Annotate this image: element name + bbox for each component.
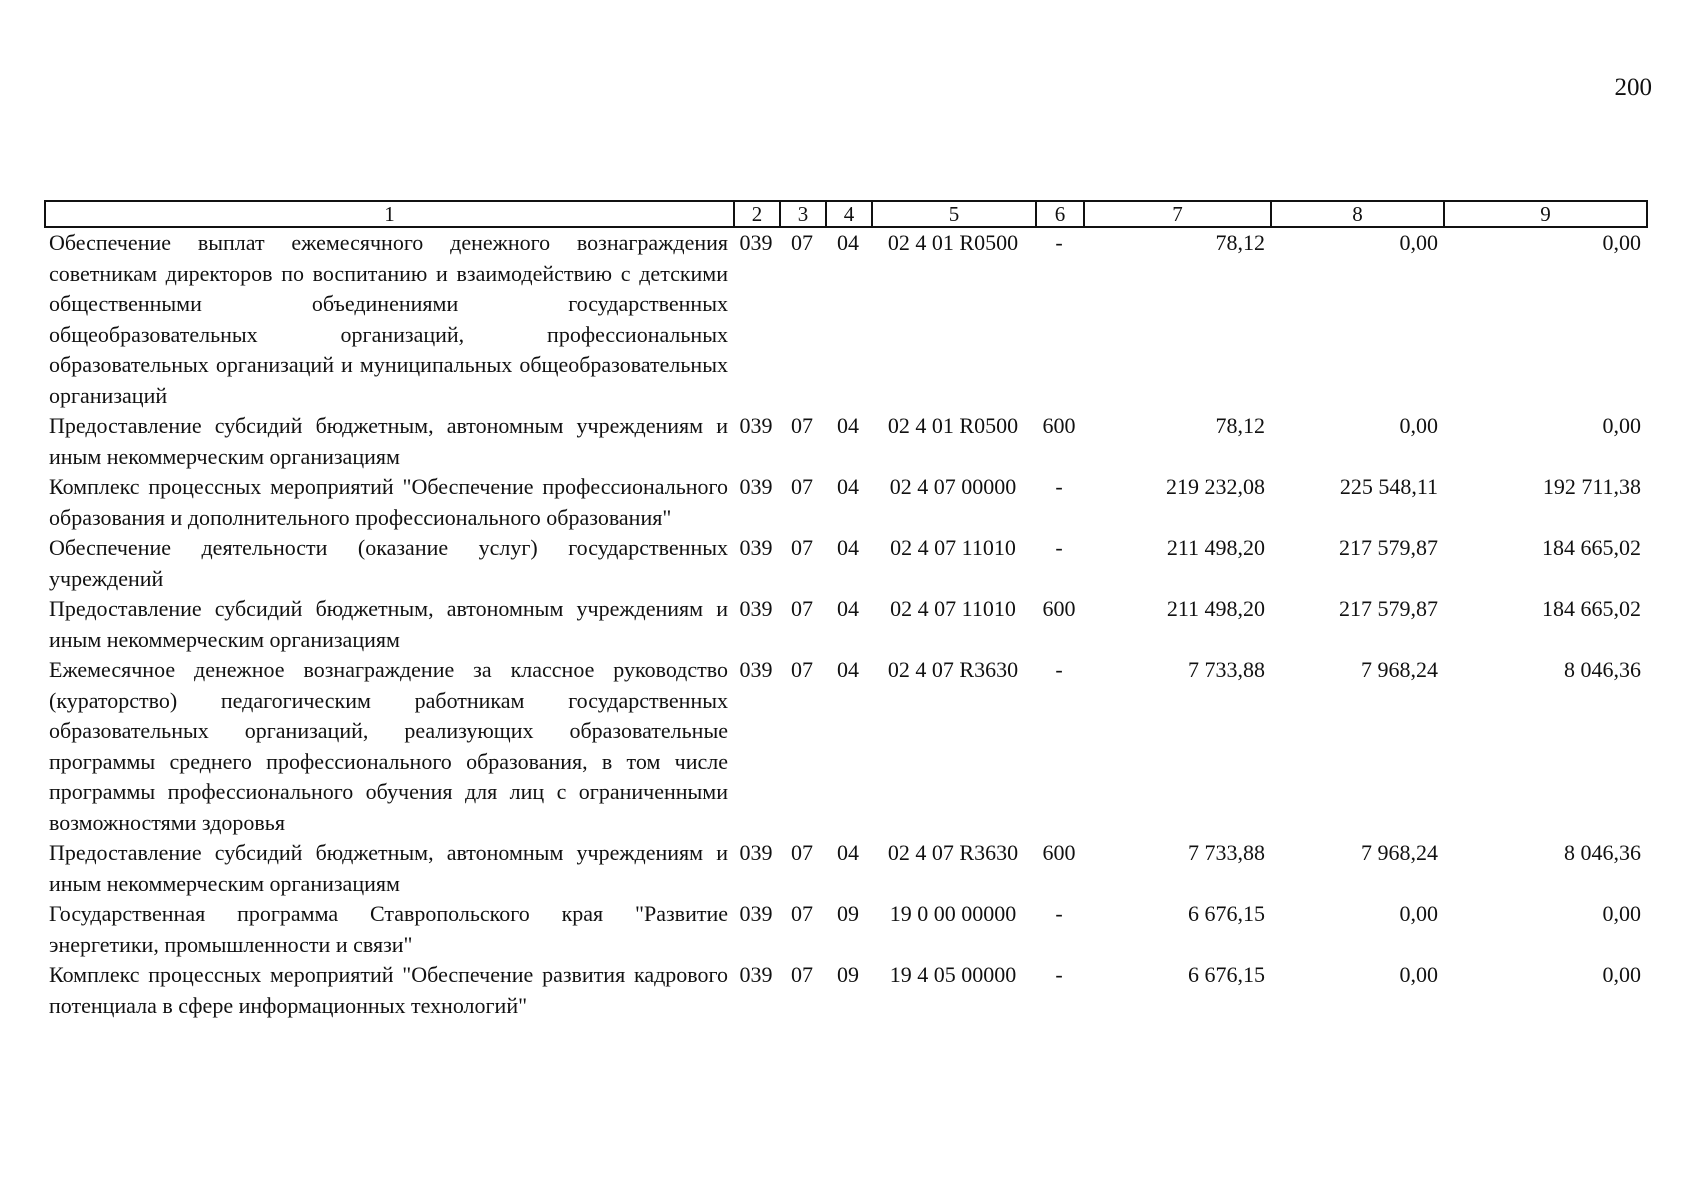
row-description: Ежемесячное денежное вознаграждение за классное руководство (кураторство) педагогическим работникам государственных образовательных организаций, реализующих образовательные программы среднего профессионального образования, в том числе программы профессионального обучения для лиц с ограниченными возможностями здоровья <box>49 657 728 835</box>
amount-col-8: 217 579,87 <box>1339 596 1438 621</box>
ministry-code: 039 <box>739 657 773 682</box>
target-article-code: 02 4 07 R3630 <box>887 657 1019 682</box>
amount-col-7: 6 676,15 <box>1188 962 1265 987</box>
expense-type-code: - <box>1055 962 1063 987</box>
column-header-7: 7 <box>1084 201 1271 227</box>
target-article-code: 19 0 00 00000 <box>889 901 1017 926</box>
row-description: Обеспечение выплат ежемесячного денежного вознаграждения советникам директоров по воспитанию и взаимодействию с детскими общественными объединениями государственных общеобразовательных организаций, профессиональных образовательных организаций и муниципальных общеобразовательных организаций <box>49 230 728 408</box>
section-code: 07 <box>791 840 813 865</box>
section-code: 07 <box>791 962 813 987</box>
amount-col-9: 8 046,36 <box>1564 840 1641 865</box>
amount-col-9: 184 665,02 <box>1542 535 1641 560</box>
row-description: Комплекс процессных мероприятий "Обеспечение развития кадрового потенциала в сфере информационных технологий" <box>49 962 728 1018</box>
subsection-code: 04 <box>837 230 859 255</box>
column-header-3: 3 <box>780 201 826 227</box>
target-article-code: 02 4 07 R3630 <box>887 840 1019 865</box>
section-code: 07 <box>791 901 813 926</box>
amount-col-7: 78,12 <box>1215 230 1265 255</box>
page-number: 200 <box>1614 74 1652 101</box>
ministry-code: 039 <box>739 474 773 499</box>
row-description: Предоставление субсидий бюджетным, автономным учреждениям и иным некоммерческим организациям <box>49 840 728 896</box>
amount-col-9: 8 046,36 <box>1564 657 1641 682</box>
table-row <box>45 227 1647 411</box>
table-row <box>45 594 1647 655</box>
subsection-code: 04 <box>837 535 859 560</box>
section-code: 07 <box>791 230 813 255</box>
row-description: Предоставление субсидий бюджетным, автономным учреждениям и иным некоммерческим организациям <box>49 413 728 469</box>
ministry-code: 039 <box>739 901 773 926</box>
ministry-code: 039 <box>739 596 773 621</box>
section-code: 07 <box>791 413 813 438</box>
amount-col-8: 0,00 <box>1399 962 1438 987</box>
ministry-code: 039 <box>739 413 773 438</box>
column-header-5: 5 <box>872 201 1036 227</box>
column-header-8: 8 <box>1271 201 1444 227</box>
expense-type-code: 600 <box>1042 413 1076 438</box>
table-row <box>45 411 1647 472</box>
subsection-code: 04 <box>837 657 859 682</box>
subsection-code: 09 <box>837 962 859 987</box>
subsection-code: 04 <box>837 840 859 865</box>
ministry-code: 039 <box>739 230 773 255</box>
table-row <box>45 655 1647 838</box>
amount-col-7: 7 733,88 <box>1188 840 1265 865</box>
section-code: 07 <box>791 535 813 560</box>
target-article-code: 02 4 01 R0500 <box>887 413 1019 438</box>
amount-col-7: 7 733,88 <box>1188 657 1265 682</box>
column-header-2: 2 <box>734 201 780 227</box>
expense-type-code: - <box>1055 474 1063 499</box>
column-header-9: 9 <box>1444 201 1647 227</box>
amount-col-7: 211 498,20 <box>1166 535 1265 560</box>
row-description: Комплекс процессных мероприятий "Обеспечение профессионального образования и дополнительного профессионального образования" <box>49 474 728 530</box>
target-article-code: 19 4 05 00000 <box>889 962 1017 987</box>
expense-type-code: - <box>1055 535 1063 560</box>
subsection-code: 04 <box>837 413 859 438</box>
amount-col-7: 6 676,15 <box>1188 901 1265 926</box>
amount-col-9: 0,00 <box>1602 962 1641 987</box>
target-article-code: 02 4 07 11010 <box>890 535 1016 560</box>
expense-type-code: - <box>1055 657 1063 682</box>
subsection-code: 09 <box>837 901 859 926</box>
amount-col-9: 184 665,02 <box>1542 596 1641 621</box>
table-row <box>45 838 1647 899</box>
amount-col-7: 78,12 <box>1215 413 1265 438</box>
row-description: Государственная программа Ставропольского края "Развитие энергетики, промышленности и связи" <box>49 901 728 957</box>
ministry-code: 039 <box>739 535 773 560</box>
section-code: 07 <box>791 596 813 621</box>
row-description: Обеспечение деятельности (оказание услуг) государственных учреждений <box>49 535 728 591</box>
expense-type-code: - <box>1055 901 1063 926</box>
amount-col-7: 219 232,08 <box>1166 474 1265 499</box>
column-header-4: 4 <box>826 201 872 227</box>
expense-type-code: 600 <box>1042 596 1076 621</box>
table-row <box>45 533 1647 594</box>
amount-col-8: 7 968,24 <box>1361 657 1438 682</box>
target-article-code: 02 4 07 11010 <box>890 596 1016 621</box>
table-row <box>45 960 1647 1021</box>
amount-col-8: 7 968,24 <box>1361 840 1438 865</box>
amount-col-8: 0,00 <box>1399 901 1438 926</box>
ministry-code: 039 <box>739 962 773 987</box>
table-row <box>45 472 1647 533</box>
amount-col-9: 0,00 <box>1602 413 1641 438</box>
ministry-code: 039 <box>739 840 773 865</box>
expense-type-code: - <box>1055 230 1063 255</box>
amount-col-8: 225 548,11 <box>1339 474 1438 499</box>
amount-col-7: 211 498,20 <box>1166 596 1265 621</box>
amount-col-9: 0,00 <box>1602 230 1641 255</box>
target-article-code: 02 4 01 R0500 <box>887 230 1019 255</box>
column-number-row <box>45 201 1647 227</box>
amount-col-9: 0,00 <box>1602 901 1641 926</box>
table-row <box>45 899 1647 960</box>
column-header-1: 1 <box>45 201 734 227</box>
amount-col-8: 0,00 <box>1399 413 1438 438</box>
section-code: 07 <box>791 474 813 499</box>
row-description: Предоставление субсидий бюджетным, автономным учреждениям и иным некоммерческим организациям <box>49 596 728 652</box>
target-article-code: 02 4 07 00000 <box>889 474 1017 499</box>
subsection-code: 04 <box>837 474 859 499</box>
section-code: 07 <box>791 657 813 682</box>
expense-type-code: 600 <box>1042 840 1076 865</box>
amount-col-9: 192 711,38 <box>1542 474 1641 499</box>
amount-col-8: 217 579,87 <box>1339 535 1438 560</box>
budget-table <box>44 200 1648 1021</box>
column-header-6: 6 <box>1036 201 1084 227</box>
amount-col-8: 0,00 <box>1399 230 1438 255</box>
subsection-code: 04 <box>837 596 859 621</box>
